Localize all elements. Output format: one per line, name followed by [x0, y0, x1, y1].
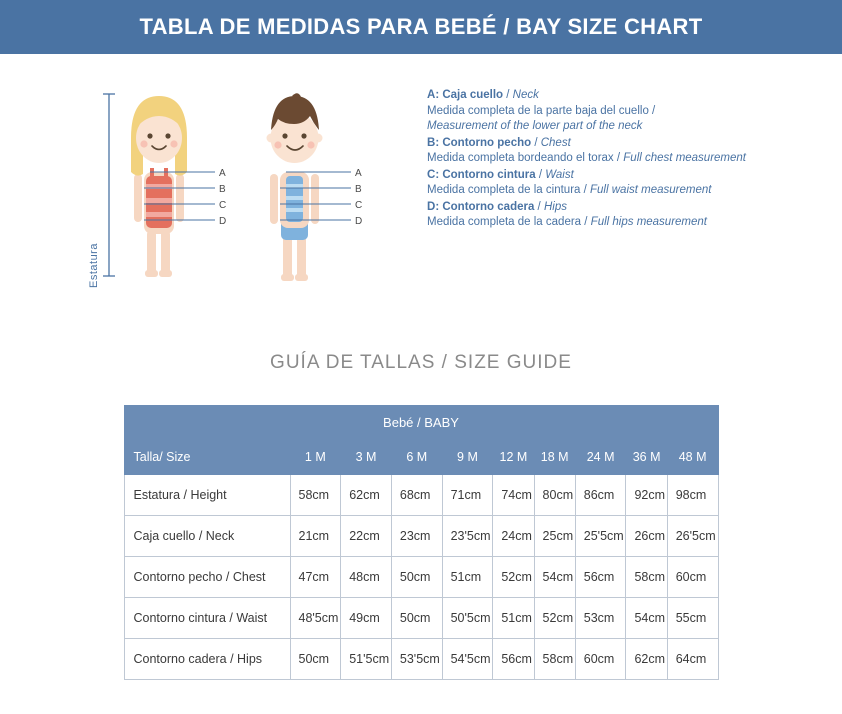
- table-header-col-7: 36 M: [626, 439, 667, 475]
- table-header-col-6: 24 M: [575, 439, 626, 475]
- table-header-col-8: 48 M: [667, 439, 718, 475]
- legend-d-desc-es: Medida completa de la cadera /: [427, 216, 588, 228]
- legend-item-d-title: D: Contorno cadera / Hips: [427, 200, 567, 213]
- table-header-size: Talla/ Size: [124, 439, 290, 475]
- boy-marker-b: B: [355, 184, 362, 195]
- legend-b-letter: B: [427, 136, 436, 149]
- row-label-hips: Contorno cadera / Hips: [124, 639, 290, 680]
- legend-b-title-es: Contorno pecho: [442, 136, 532, 149]
- legend-a-desc-en: Measurement of the lower part of the neck: [427, 120, 643, 132]
- cell-neck-18m: 25cm: [534, 516, 575, 557]
- cell-waist-36m: 54cm: [626, 598, 667, 639]
- legend-c-title-en: Waist: [545, 168, 574, 181]
- table-row: [124, 598, 718, 639]
- cell-hips-12m: 56cm: [493, 639, 534, 680]
- cell-waist-6m: 50cm: [391, 598, 442, 639]
- table-row: [124, 557, 718, 598]
- cell-neck-1m: 21cm: [290, 516, 341, 557]
- cell-height-24m: 86cm: [575, 475, 626, 516]
- legend-d-desc-en: Full hips measurement: [590, 216, 707, 228]
- cell-hips-24m: 60cm: [575, 639, 626, 680]
- cell-hips-6m: 53'5cm: [391, 639, 442, 680]
- legend-c-letter: C: [427, 168, 436, 181]
- girl-marker-a: A: [219, 168, 226, 179]
- table-header-col-1: 3 M: [341, 439, 392, 475]
- cell-neck-36m: 26cm: [626, 516, 667, 557]
- cell-chest-1m: 47cm: [290, 557, 341, 598]
- legend-a-title-en: Neck: [512, 89, 539, 101]
- cell-neck-12m: 24cm: [493, 516, 534, 557]
- legend-d-title-en: Hips: [543, 200, 567, 213]
- measurement-diagram: [0, 80, 842, 330]
- cell-neck-48m: 26'5cm: [667, 516, 718, 557]
- cell-hips-1m: 50cm: [290, 639, 341, 680]
- table-header-col-0: 1 M: [290, 439, 341, 475]
- height-bracket-icon: [103, 94, 115, 276]
- cell-chest-48m: 60cm: [667, 557, 718, 598]
- page-header: [0, 0, 842, 54]
- cell-chest-6m: 50cm: [391, 557, 442, 598]
- boy-figure-icon: [267, 93, 352, 281]
- cell-height-1m: 58cm: [290, 475, 341, 516]
- cell-height-9m: 71cm: [442, 475, 493, 516]
- legend-item-b-title: B: Contorno pecho / Chest: [427, 136, 571, 149]
- boy-marker-a: A: [355, 168, 362, 179]
- cell-waist-48m: 55cm: [667, 598, 718, 639]
- row-label-height: Estatura / Height: [124, 475, 290, 516]
- cell-chest-18m: 54cm: [534, 557, 575, 598]
- cell-waist-12m: 51cm: [493, 598, 534, 639]
- size-table: [124, 405, 719, 680]
- cell-neck-24m: 25'5cm: [575, 516, 626, 557]
- figures-illustration: [95, 80, 405, 310]
- cell-hips-36m: 62cm: [626, 639, 667, 680]
- size-guide-title: GUÍA DE TALLAS / SIZE GUIDE: [270, 352, 572, 373]
- estatura-axis-label: Estatura: [88, 243, 100, 288]
- legend-item-d-desc: [427, 215, 757, 231]
- cell-hips-48m: 64cm: [667, 639, 718, 680]
- cell-height-18m: 80cm: [534, 475, 575, 516]
- legend-item-a-title: A: Caja cuello / Neck: [427, 89, 539, 101]
- table-header-col-4: 12 M: [493, 439, 534, 475]
- cell-hips-9m: 54'5cm: [442, 639, 493, 680]
- girl-marker-b: B: [219, 184, 226, 195]
- legend-b-desc-en: Full chest measurement: [623, 152, 746, 164]
- size-table-wrapper: [124, 405, 719, 680]
- cell-neck-6m: 23cm: [391, 516, 442, 557]
- row-label-chest: Contorno pecho / Chest: [124, 557, 290, 598]
- row-label-waist: Contorno cintura / Waist: [124, 598, 290, 639]
- girl-marker-c: C: [219, 200, 227, 211]
- cell-hips-3m: 51'5cm: [341, 639, 392, 680]
- legend-item-b-desc: [427, 151, 757, 167]
- table-row: [124, 475, 718, 516]
- cell-height-36m: 92cm: [626, 475, 667, 516]
- cell-height-12m: 74cm: [493, 475, 534, 516]
- legend-c-desc-es: Medida completa de la cintura /: [427, 184, 587, 196]
- cell-waist-9m: 50'5cm: [442, 598, 493, 639]
- table-header-col-5: 18 M: [534, 439, 575, 475]
- cell-chest-9m: 51cm: [442, 557, 493, 598]
- legend-item-a-desc: [427, 104, 757, 135]
- legend-item-c-title: C: Contorno cintura / Waist: [427, 168, 574, 181]
- table-header-col-2: 6 M: [391, 439, 442, 475]
- legend-c-title-es: Contorno cintura: [442, 168, 536, 181]
- cell-hips-18m: 58cm: [534, 639, 575, 680]
- legend-b-desc-es: Medida completa bordeando el torax /: [427, 152, 621, 164]
- row-label-neck: Caja cuello / Neck: [124, 516, 290, 557]
- legend-c-desc-en: Full waist measurement: [590, 184, 712, 196]
- cell-height-48m: 98cm: [667, 475, 718, 516]
- legend-b-title-en: Chest: [540, 136, 571, 149]
- legend-a-letter: A: [427, 89, 436, 101]
- girl-figure-icon: [131, 96, 215, 277]
- table-row: [124, 516, 718, 557]
- legend-d-title-es: Contorno cadera: [442, 200, 535, 213]
- cell-waist-18m: 52cm: [534, 598, 575, 639]
- table-band-row: [124, 406, 718, 439]
- cell-chest-3m: 48cm: [341, 557, 392, 598]
- boy-marker-d: D: [355, 216, 363, 227]
- cell-waist-24m: 53cm: [575, 598, 626, 639]
- cell-chest-12m: 52cm: [493, 557, 534, 598]
- cell-chest-36m: 58cm: [626, 557, 667, 598]
- measurement-legend: [427, 88, 757, 232]
- legend-d-letter: D: [427, 200, 436, 213]
- page-title: TABLA DE MEDIDAS PARA BEBÉ / BAY SIZE CHART: [139, 14, 703, 39]
- legend-item-c-desc: [427, 183, 757, 199]
- cell-height-6m: 68cm: [391, 475, 442, 516]
- boy-marker-c: C: [355, 200, 363, 211]
- table-header-row: [124, 439, 718, 475]
- table-header-col-3: 9 M: [442, 439, 493, 475]
- cell-height-3m: 62cm: [341, 475, 392, 516]
- table-band-label: Bebé / BABY: [124, 406, 718, 439]
- cell-neck-3m: 22cm: [341, 516, 392, 557]
- girl-marker-d: D: [219, 216, 227, 227]
- cell-neck-9m: 23'5cm: [442, 516, 493, 557]
- cell-chest-24m: 56cm: [575, 557, 626, 598]
- legend-a-desc-es: Medida completa de la parte baja del cuello /: [427, 104, 656, 117]
- legend-a-title-es: Caja cuello: [442, 89, 504, 101]
- table-row: [124, 639, 718, 680]
- cell-waist-3m: 49cm: [341, 598, 392, 639]
- cell-waist-1m: 48'5cm: [290, 598, 341, 639]
